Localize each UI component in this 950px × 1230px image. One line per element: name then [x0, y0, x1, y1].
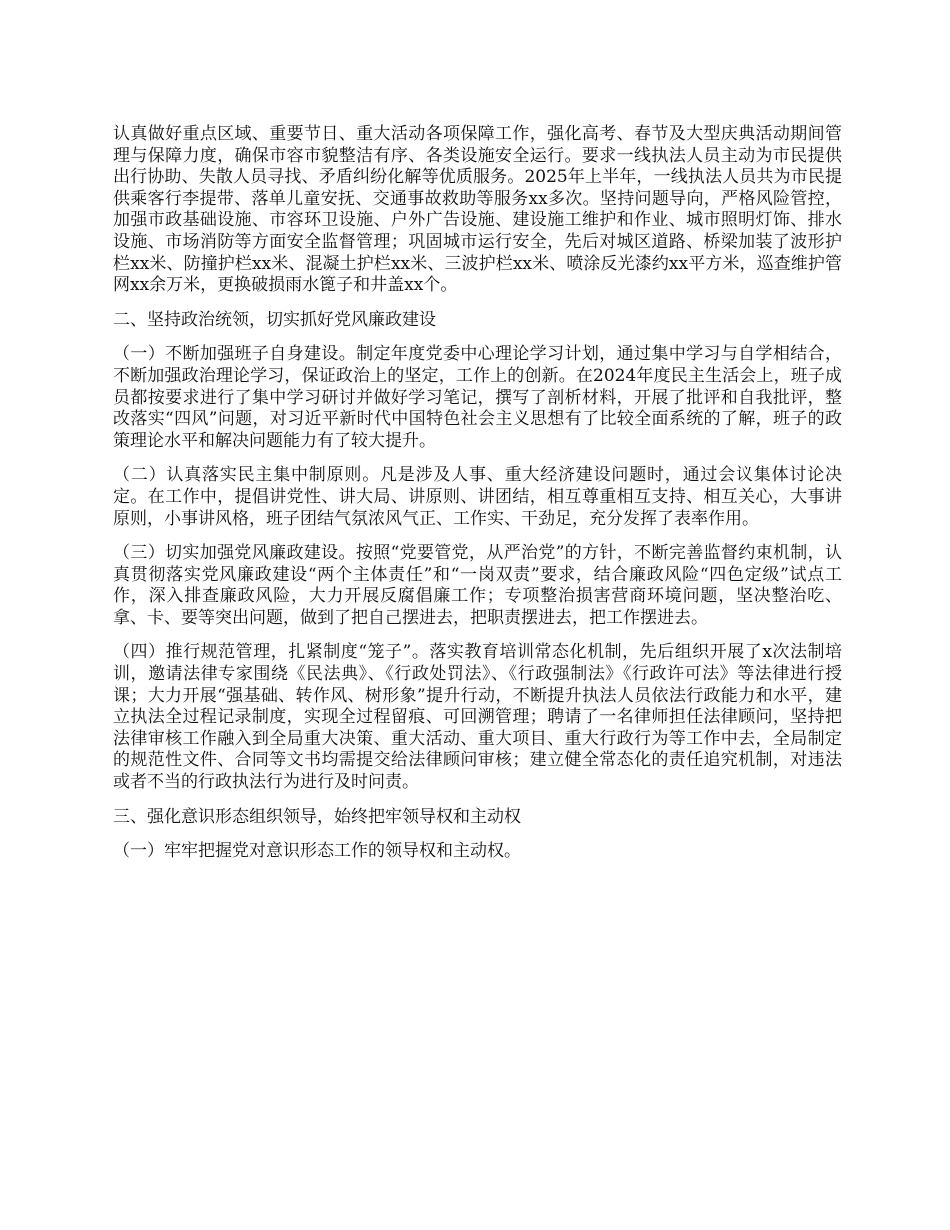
section-heading-2: 二、坚持政治统领，切实抓好党风廉政建设	[113, 309, 436, 330]
paragraph-ideology-leadership: （一）牢牢把握党对意识形态工作的领导权和主动权。	[113, 841, 521, 862]
paragraph-standardized-management: （四）推行规范管理，扎紧制度“笼子”。落实教育培训常态化机制，先后组织开展了x次法制培训，邀请法律专家围绕《民法典》、《行政处罚法》、《行政强制法》《行政许可法》等法律进行授课；大力开展“强基础、转作风、树形象”提升行动，不断提升执法人员依法行政能力和水平，建立执法全过程记录制度，实现全过程留痕、可回溯管理；聘请了一名律师担任法律顾问，坚持把法律审核工作融入到全局重大决策、重大活动、重大项目、重大行政行为等工作中去，全局制定的规范性文件、合同等文书均需提交给法律顾问审核；建立健全常态化的责任追究机制，对违法或者不当的行政执法行为进行及时问责。	[113, 642, 842, 793]
paragraph-democratic-centralism: （二）认真落实民主集中制原则。凡是涉及人事、重大经济建设问题时，通过会议集体讨论决定。在工作中，提倡讲党性、讲大局、讲原则、讲团结，相互尊重相互支持、相互关心，大事讲原则，小事讲风格，班子团结气氛浓风气正、工作实、干劲足，充分发挥了表率作用。	[113, 465, 842, 529]
paragraph-team-building: （一）不断加强班子自身建设。制定年度党委中心理论学习计划，通过集中学习与自学相结合，不断加强政治理论学习，保证政治上的坚定，工作上的创新。在2024年度民主生活会上，班子成员都按要求进行了集中学习研讨并做好学习笔记，撰写了剖析材料，开展了批评和自我批评，整改落实“四风”问题，对习近平新时代中国特色社会主义思想有了比较全面系统的了解，班子的政策理论水平和解决问题能力有了较大提升。	[113, 344, 842, 451]
document-body	[113, 124, 842, 876]
paragraph-clean-government: （三）切实加强党风廉政建设。按照“党要管党，从严治党”的方针，不断完善监督约束机制，认真贯彻落实党风廉政建设“两个主体责任”和“一岗双责”要求，结合廉政风险“四色定级”试点工作，深入排查廉政风险，大力开展反腐倡廉工作；专项整治损害营商环境问题，坚决整治吃、拿、卡、要等突出问题，做到了把自己摆进去，把职责摆进去，把工作摆进去。	[113, 543, 842, 628]
section-heading-3: 三、强化意识形态组织领导，始终把牢领导权和主动权	[113, 806, 521, 827]
paragraph-safety-guarantee: 认真做好重点区域、重要节日、重大活动各项保障工作，强化高考、春节及大型庆典活动期间管理与保障力度，确保市容市貌整洁有序、各类设施安全运行。要求一线执法人员主动为市民提供出行协助、失散人员寻找、矛盾纠纷化解等优质服务。2025年上半年，一线执法人员共为市民提供乘客行李提带、落单儿童安抚、交通事故救助等服务xx多次。坚持问题导向，严格风险管控，加强市政基础设施、市容环卫设施、户外广告设施、建设施工维护和作业、城市照明灯饰、排水设施、市场消防等方面安全监督管理；巩固城市运行安全，先后对城区道路、桥梁加装了波形护栏xx米、防撞护栏xx米、混凝土护栏xx米、三波护栏xx米、喷涂反光漆约xx平方米，巡查维护管网xx余万米，更换破损雨水篦子和井盖xx个。	[113, 124, 842, 296]
